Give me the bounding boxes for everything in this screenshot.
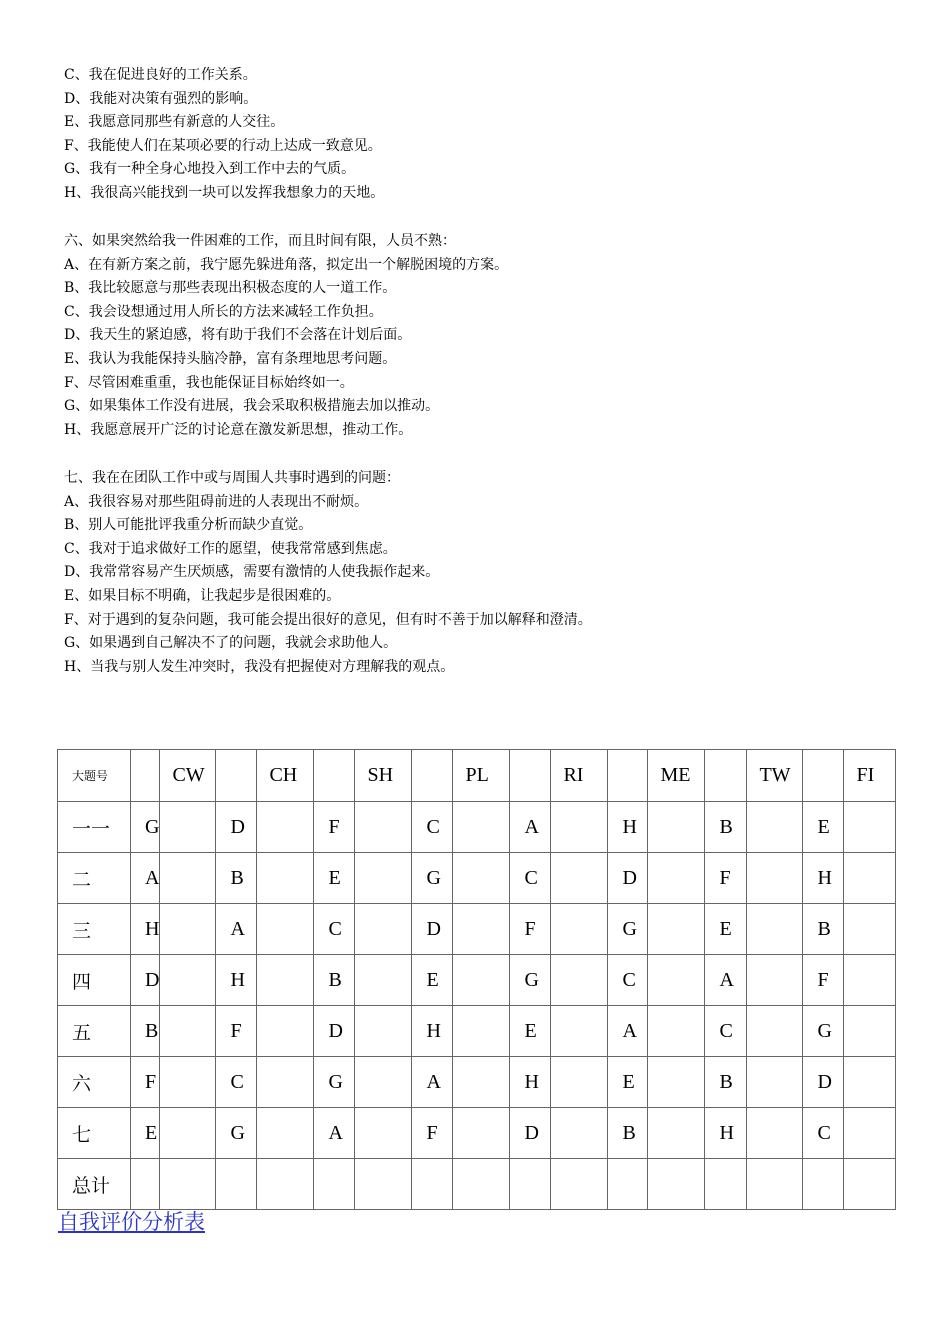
- answer-cell: B: [608, 1108, 648, 1159]
- row-label: 六: [58, 1057, 131, 1108]
- answer-cell: D: [131, 955, 160, 1006]
- answer-cell: H: [608, 802, 648, 853]
- total-cell: [453, 1159, 510, 1210]
- answer-cell: E: [510, 1006, 551, 1057]
- answer-cell: H: [803, 853, 844, 904]
- answer-cell: A: [216, 904, 257, 955]
- header-spacer-cell: [510, 750, 551, 802]
- row-label: 五: [58, 1006, 131, 1057]
- option-line: H、当我与别人发生冲突时，我没有把握使对方理解我的观点。: [64, 658, 455, 675]
- score-cell: [844, 1108, 896, 1159]
- option-line: G、如果集体工作没有进展，我会采取积极措施去加以推动。: [64, 398, 440, 415]
- header-label: 大题号: [58, 750, 131, 802]
- option-line: H、我很高兴能找到一块可以发挥我想象力的天地。: [64, 184, 385, 201]
- question-heading: 六、如果突然给我一件困难的工作，而且时间有限，人员不熟：: [64, 233, 456, 249]
- option-line: F、尽管困难重重，我也能保证目标始终如一。: [64, 374, 354, 391]
- answer-cell: D: [314, 1006, 355, 1057]
- score-cell: [648, 1057, 705, 1108]
- score-cell: [355, 853, 412, 904]
- answer-cell: D: [216, 802, 257, 853]
- score-cell: [453, 1006, 510, 1057]
- option-line: D、我能对决策有强烈的影响。: [64, 90, 258, 107]
- answer-cell: G: [412, 853, 453, 904]
- option-line: E、如果目标不明确，让我起步是很困难的。: [64, 587, 341, 604]
- table-row: [58, 955, 896, 1006]
- answer-cell: B: [705, 802, 747, 853]
- score-cell: [160, 904, 216, 955]
- score-cell: [160, 1108, 216, 1159]
- answer-cell: C: [510, 853, 551, 904]
- answer-cell: D: [608, 853, 648, 904]
- score-cell: [648, 1108, 705, 1159]
- score-cell: [160, 1006, 216, 1057]
- answer-cell: F: [510, 904, 551, 955]
- answer-cell: C: [216, 1057, 257, 1108]
- table-row: [58, 802, 896, 853]
- option-line: C、我会设想通过用人所长的方法来减轻工作负担。: [64, 303, 383, 320]
- header-spacer-cell: [705, 750, 747, 802]
- answer-cell: C: [314, 904, 355, 955]
- score-cell: [355, 1057, 412, 1108]
- answer-cell: E: [412, 955, 453, 1006]
- option-line: A、我很容易对那些阻碍前进的人表现出不耐烦。: [64, 493, 369, 510]
- score-cell: [453, 802, 510, 853]
- table-total-row: [58, 1159, 896, 1210]
- score-cell: [453, 853, 510, 904]
- score-cell: [453, 904, 510, 955]
- score-cell: [648, 955, 705, 1006]
- score-cell: [453, 1057, 510, 1108]
- total-cell: [510, 1159, 551, 1210]
- total-cell: [216, 1159, 257, 1210]
- total-cell: [355, 1159, 412, 1210]
- table-row: [58, 1057, 896, 1108]
- answer-cell: G: [216, 1108, 257, 1159]
- option-line: F、我能使人们在某项必要的行动上达成一致意见。: [64, 137, 382, 154]
- score-cell: [844, 1057, 896, 1108]
- option-line: D、我常常容易产生厌烦感，需要有激情的人使我振作起来。: [64, 564, 440, 581]
- option-line: E、我愿意同那些有新意的人交往。: [64, 114, 285, 131]
- option-line: B、我比较愿意与那些表现出积极态度的人一道工作。: [64, 280, 397, 297]
- row-label: 二: [58, 853, 131, 904]
- answer-cell: F: [131, 1057, 160, 1108]
- option-line: A、在有新方案之前，我宁愿先躲进角落，拟定出一个解脱困境的方案。: [64, 256, 509, 273]
- answer-cell: H: [412, 1006, 453, 1057]
- score-cell: [160, 802, 216, 853]
- total-cell: [747, 1159, 803, 1210]
- score-cell: [551, 1006, 608, 1057]
- header-spacer-cell: [803, 750, 844, 802]
- answer-cell: F: [314, 802, 355, 853]
- total-cell: [412, 1159, 453, 1210]
- answer-cell: B: [705, 1057, 747, 1108]
- answer-cell: G: [131, 802, 160, 853]
- total-cell: [803, 1159, 844, 1210]
- score-cell: [355, 802, 412, 853]
- answer-cell: F: [705, 853, 747, 904]
- total-cell: [314, 1159, 355, 1210]
- option-line: E、我认为我能保持头脑冷静，富有条理地思考问题。: [64, 350, 397, 367]
- score-cell: [551, 853, 608, 904]
- row-label: 一一: [58, 802, 131, 853]
- answer-cell: G: [314, 1057, 355, 1108]
- score-cell: [747, 802, 803, 853]
- answer-cell: F: [803, 955, 844, 1006]
- score-cell: [551, 955, 608, 1006]
- answer-cell: F: [412, 1108, 453, 1159]
- total-cell: [160, 1159, 216, 1210]
- option-line: B、别人可能批评我重分析而缺少直觉。: [64, 517, 313, 534]
- answer-cell: A: [314, 1108, 355, 1159]
- answer-cell: H: [510, 1057, 551, 1108]
- answer-cell: A: [412, 1057, 453, 1108]
- table-row: [58, 904, 896, 955]
- answer-cell: E: [608, 1057, 648, 1108]
- option-line: G、我有一种全身心地投入到工作中去的气质。: [64, 161, 356, 178]
- option-line: C、我对于追求做好工作的愿望，使我常常感到焦虑。: [64, 540, 397, 557]
- score-cell: [257, 904, 314, 955]
- answer-cell: D: [803, 1057, 844, 1108]
- answer-cell: H: [216, 955, 257, 1006]
- role-code-me: ME: [648, 750, 705, 802]
- score-cell: [844, 904, 896, 955]
- answer-cell: C: [803, 1108, 844, 1159]
- answer-cell: E: [131, 1108, 160, 1159]
- total-cell: [131, 1159, 160, 1210]
- score-cell: [551, 1057, 608, 1108]
- total-cell: [608, 1159, 648, 1210]
- score-cell: [747, 1006, 803, 1057]
- score-cell: [747, 853, 803, 904]
- score-cell: [257, 1108, 314, 1159]
- answer-cell: B: [216, 853, 257, 904]
- score-cell: [844, 802, 896, 853]
- table-row: [58, 1108, 896, 1159]
- answer-cell: E: [705, 904, 747, 955]
- score-cell: [648, 853, 705, 904]
- header-spacer-cell: [412, 750, 453, 802]
- role-code-ch: CH: [257, 750, 314, 802]
- table-row: [58, 1006, 896, 1057]
- role-code-fi: FI: [844, 750, 896, 802]
- total-cell: [648, 1159, 705, 1210]
- section-7: [64, 467, 924, 679]
- total-cell: [844, 1159, 896, 1210]
- score-cell: [453, 1108, 510, 1159]
- score-cell: [551, 904, 608, 955]
- score-cell: [160, 853, 216, 904]
- score-cell: [551, 1108, 608, 1159]
- score-cell: [355, 1006, 412, 1057]
- row-label: 四: [58, 955, 131, 1006]
- total-cell: [705, 1159, 747, 1210]
- answer-cell: A: [608, 1006, 648, 1057]
- score-cell: [844, 955, 896, 1006]
- role-code-pl: PL: [453, 750, 510, 802]
- score-cell: [844, 853, 896, 904]
- score-cell: [160, 1057, 216, 1108]
- answer-cell: C: [705, 1006, 747, 1057]
- row-label: 三: [58, 904, 131, 955]
- answer-cell: A: [705, 955, 747, 1006]
- option-line: C、我在促进良好的工作关系。: [64, 67, 257, 83]
- total-label: 总计: [58, 1159, 131, 1210]
- answer-cell: A: [510, 802, 551, 853]
- table-header-row: [58, 750, 896, 802]
- answer-cell: C: [412, 802, 453, 853]
- score-cell: [257, 853, 314, 904]
- score-cell: [453, 955, 510, 1006]
- score-cell: [747, 1108, 803, 1159]
- answer-cell: E: [803, 802, 844, 853]
- role-code-sh: SH: [355, 750, 412, 802]
- header-spacer-cell: [131, 750, 160, 802]
- role-code-cw: CW: [160, 750, 216, 802]
- score-cell: [648, 1006, 705, 1057]
- header-spacer-cell: [314, 750, 355, 802]
- total-cell: [257, 1159, 314, 1210]
- answer-cell: C: [608, 955, 648, 1006]
- row-label: 七: [58, 1108, 131, 1159]
- role-code-tw: TW: [747, 750, 803, 802]
- score-cell: [257, 1057, 314, 1108]
- answer-cell: F: [216, 1006, 257, 1057]
- score-cell: [160, 955, 216, 1006]
- scoring-table: [57, 749, 896, 1210]
- section-5-options: [64, 64, 924, 206]
- question-heading: 七、我在在团队工作中或与周围人共事时遇到的问题：: [64, 470, 400, 486]
- answer-cell: H: [705, 1108, 747, 1159]
- score-cell: [747, 955, 803, 1006]
- answer-cell: D: [412, 904, 453, 955]
- answer-cell: G: [510, 955, 551, 1006]
- total-cell: [551, 1159, 608, 1210]
- score-cell: [257, 955, 314, 1006]
- score-cell: [747, 1057, 803, 1108]
- answer-cell: E: [314, 853, 355, 904]
- option-line: D、我天生的紧迫感，将有助于我们不会落在计划后面。: [64, 327, 412, 344]
- answer-cell: B: [314, 955, 355, 1006]
- section-6: [64, 230, 924, 442]
- role-code-ri: RI: [551, 750, 608, 802]
- score-cell: [257, 802, 314, 853]
- score-cell: [355, 1108, 412, 1159]
- answer-cell: G: [803, 1006, 844, 1057]
- answer-cell: B: [803, 904, 844, 955]
- score-cell: [844, 1006, 896, 1057]
- table-row: [58, 853, 896, 904]
- score-cell: [551, 802, 608, 853]
- option-line: H、我愿意展开广泛的讨论意在激发新思想，推动工作。: [64, 421, 413, 438]
- answer-cell: A: [131, 853, 160, 904]
- score-cell: [355, 904, 412, 955]
- header-spacer-cell: [608, 750, 648, 802]
- answer-cell: D: [510, 1108, 551, 1159]
- score-cell: [747, 904, 803, 955]
- answer-cell: B: [131, 1006, 160, 1057]
- option-line: G、如果遇到自己解决不了的问题，我就会求助他人。: [64, 635, 398, 652]
- option-line: F、对于遇到的复杂问题，我可能会提出很好的意见，但有时不善于加以解释和澄清。: [64, 611, 592, 628]
- header-spacer-cell: [216, 750, 257, 802]
- score-cell: [355, 955, 412, 1006]
- self-assessment-analysis-link[interactable]: 自我评价分析表: [58, 1210, 205, 1234]
- score-cell: [257, 1006, 314, 1057]
- score-cell: [648, 904, 705, 955]
- answer-cell: H: [131, 904, 160, 955]
- answer-cell: G: [608, 904, 648, 955]
- score-cell: [648, 802, 705, 853]
